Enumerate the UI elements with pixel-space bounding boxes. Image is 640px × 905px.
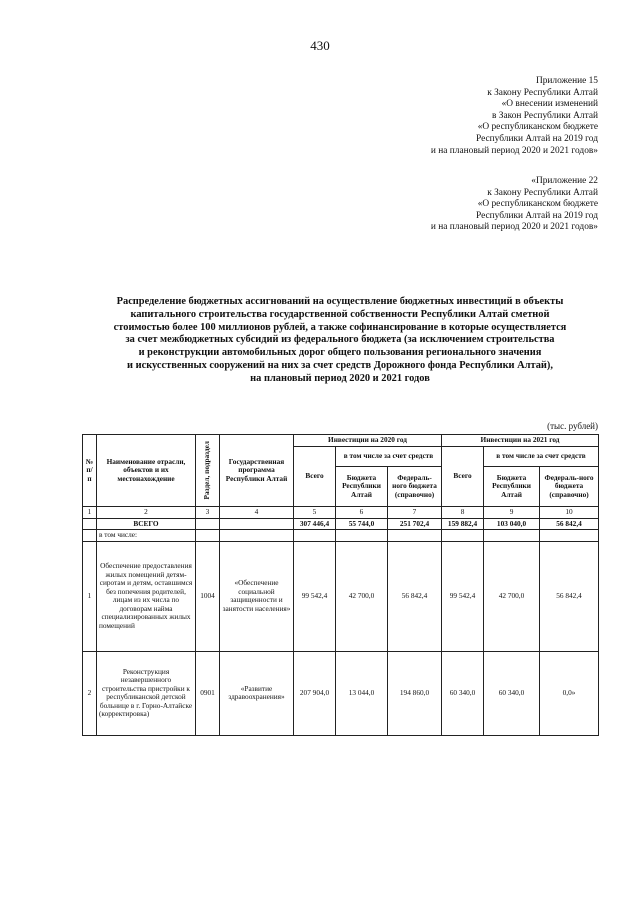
- table-row: [83, 541, 599, 651]
- title-line: Распределение бюджетных ассигнований на осуществление бюджетных инвестиций в объекты: [116, 296, 564, 307]
- column-number: 6: [336, 507, 388, 519]
- appendix-line: «О республиканском бюджете: [477, 122, 598, 133]
- appendix-line: к Закону Республики Алтай: [487, 187, 598, 198]
- total-value: 55 744,0: [336, 518, 388, 530]
- appendix-22-header: [431, 176, 598, 234]
- column-number: 3: [196, 507, 220, 519]
- header-program: Государственная программа Республики Алтай: [220, 435, 294, 507]
- row-program: «Обеспечение социальной защищенности и занятости населения»: [220, 541, 294, 651]
- row-value: 42 700,0: [336, 541, 388, 651]
- row-value: 207 904,0: [294, 651, 336, 735]
- appendix-line: и на плановый период 2020 и 2021 годов»: [430, 145, 598, 156]
- title-line: стоимостью более 100 миллионов рублей, а также софинансирование в которые осуществляется: [113, 321, 567, 333]
- incl-row: [83, 530, 599, 542]
- header-total-2020: Всего: [294, 447, 336, 507]
- budget-table: [82, 434, 599, 736]
- row-value: 56 842,4: [540, 541, 599, 651]
- column-number: 4: [220, 507, 294, 519]
- total-label: ВСЕГО: [97, 518, 196, 530]
- appendix-line: Республики Алтай на 2019 год: [476, 133, 598, 144]
- incl-label: в том числе:: [97, 530, 196, 542]
- appendix-line: «О внесении изменений: [501, 99, 598, 110]
- row-value: 13 044,0: [336, 651, 388, 735]
- header-section: [196, 435, 220, 507]
- row-value: 60 340,0: [484, 651, 540, 735]
- total-value: 103 040,0: [484, 518, 540, 530]
- row-section: 1004: [196, 541, 220, 651]
- total-value: 159 882,4: [442, 518, 484, 530]
- appendix-15-header: [431, 76, 598, 157]
- header-incl-2020: в том числе за счет средств: [336, 447, 442, 467]
- total-row: [83, 518, 599, 530]
- column-number: 8: [442, 507, 484, 519]
- column-number: 5: [294, 507, 336, 519]
- table-row: [83, 651, 599, 735]
- total-value: 307 446,4: [294, 518, 336, 530]
- column-number: 10: [540, 507, 599, 519]
- header-regional-2020: Бюджета Республики Алтай: [336, 467, 388, 507]
- title-line: и реконструкции автомобильных дорог общего пользования регионального значения: [138, 347, 542, 359]
- header-num: № п/п: [83, 435, 97, 507]
- header-regional-2021: Бюджета Республики Алтай: [484, 467, 540, 507]
- column-number: 2: [97, 507, 196, 519]
- header-incl-2021: в том числе за счет средств: [484, 447, 599, 467]
- title-line: и искусственных сооружений на них за счет средств Дорожного фонда Республики Алтай),: [127, 359, 553, 371]
- title-line: за счет межбюджетных субсидий из федерального бюджета (за исключением строительства: [125, 334, 555, 346]
- row-name: Реконструкция незавершенного строительства пристройки к республиканской детской больнице в г. Горно-Алтайске (корректировка): [97, 651, 196, 735]
- appendix-line: «О республиканском бюджете: [477, 199, 598, 210]
- appendix-line: и на плановый период 2020 и 2021 годов»: [430, 222, 598, 233]
- column-number: 9: [484, 507, 540, 519]
- row-value: 56 842,4: [388, 541, 442, 651]
- row-section: 0901: [196, 651, 220, 735]
- column-number: 7: [388, 507, 442, 519]
- row-value: 42 700,0: [484, 541, 540, 651]
- appendix-line: «Приложение 22: [531, 176, 598, 186]
- column-number: 1: [83, 507, 97, 519]
- appendix-line: Приложение 15: [535, 76, 598, 86]
- header-section-text: Раздел, подраздел: [202, 441, 212, 500]
- row-num: 1: [83, 541, 97, 651]
- total-value: 251 702,4: [388, 518, 442, 530]
- document-title: [70, 296, 610, 386]
- row-value: 0,0»: [540, 651, 599, 735]
- header-federal-2021: Федераль-ного бюджета (справочно): [540, 467, 599, 507]
- header-inv-2021: Инвестиции на 2021 год: [442, 435, 599, 447]
- header-federal-2020: Федераль-ного бюджета (справочно): [388, 467, 442, 507]
- row-value: 194 860,0: [388, 651, 442, 735]
- row-value: 99 542,4: [294, 541, 336, 651]
- row-value: 99 542,4: [442, 541, 484, 651]
- row-program: «Развитие здравоохранения»: [220, 651, 294, 735]
- title-line: капитального строительства государственной собственности Республики Алтай сметной: [130, 308, 550, 320]
- title-line: на плановый период 2020 и 2021 годов: [250, 372, 430, 384]
- column-numbers-row: [83, 507, 599, 519]
- row-num: 2: [83, 651, 97, 735]
- units-label: (тыс. рублей): [547, 421, 598, 431]
- header-total-2021: Всего: [442, 447, 484, 507]
- total-value: 56 842,4: [540, 518, 599, 530]
- appendix-line: Республики Алтай на 2019 год: [476, 210, 598, 221]
- row-name: Обеспечение предоставления жилых помещений детям-сиротам и детям, оставшимся без попечения родителей, лицам из их числа по договорам найма специализированных жилых помещений: [97, 541, 196, 651]
- header-name: Наименование отрасли, объектов и их местонахождение: [97, 435, 196, 507]
- appendix-line: к Закону Республики Алтай: [487, 87, 598, 98]
- appendix-line: в Закон Республики Алтай: [492, 110, 598, 121]
- row-value: 60 340,0: [442, 651, 484, 735]
- header-inv-2020: Инвестиции на 2020 год: [294, 435, 442, 447]
- page-number: 430: [310, 38, 330, 53]
